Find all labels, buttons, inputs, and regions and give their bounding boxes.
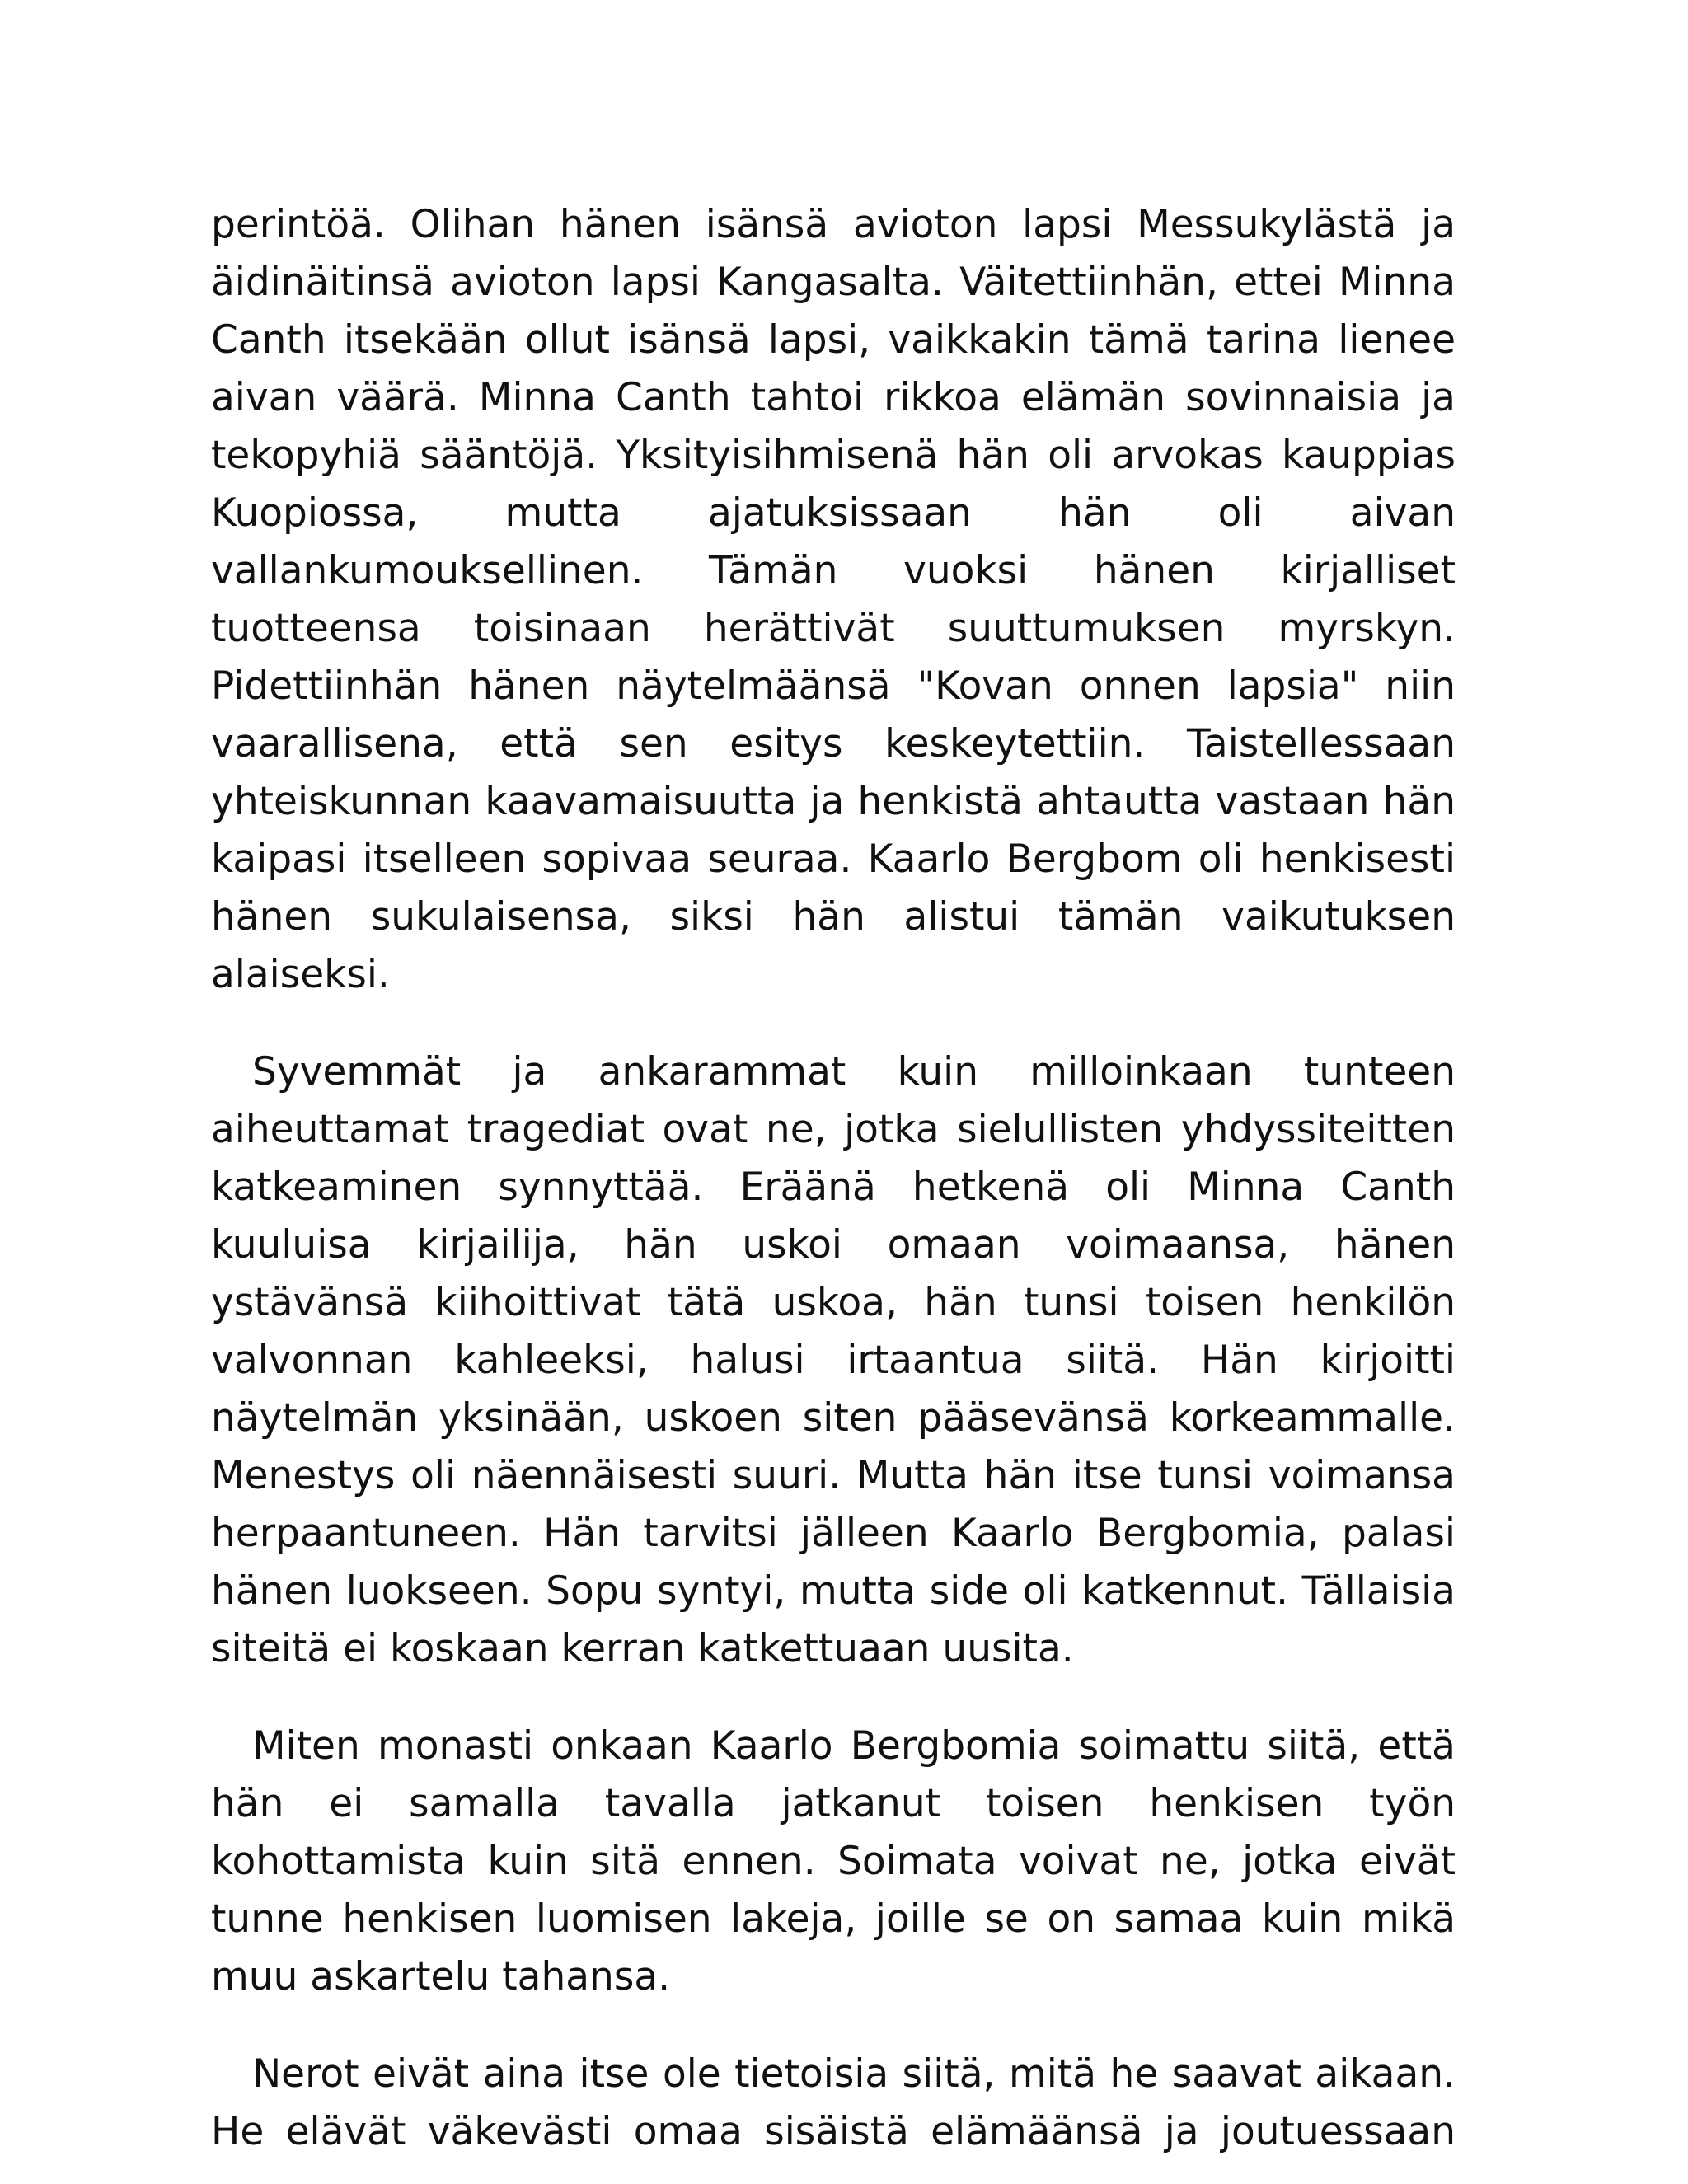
paragraph-4: Nerot eivät aina itse ole tietoisia siitä, mitä he saavat aikaan. He elävät väkevästi omaa sisäistä elämäänsä ja joutuessaan	[211, 2051, 1456, 2154]
paragraph-2: Syvemmät ja ankarammat kuin milloinkaan tunteen aiheuttamat tragediat ovat ne, jotka sielullisten yhdyssiteitten katkeaminen synnyttää. Eräänä hetkenä oli Minna Canth kuuluisa kirjailija, hän uskoi omaan voimaansa, hänen ystävänsä kiihoittivat tätä uskoa, hän tunsi toisen henkilön valvonnan kahleeksi, halusi irtaantua siitä. Hän kirjoitti näytelmän yksinään, uskoen siten pääsevänsä korkeammalle. Menestys oli näennäisesti suuri. Mutta hän itse tunsi voimansa herpaantuneen. Hän tarvitsi jälleen Kaarlo Bergbomia, palasi hänen luokseen. Sopu syntyi, mutta side oli katkennut. Tällaisia siteitä ei koskaan kerran katkettuaan uusita.	[211, 1049, 1456, 1671]
paragraph-1: perintöä. Olihan hänen isänsä avioton lapsi Messukylästä ja äidinäitinsä avioton lapsi Kangasalta. Väitettiinhän, ettei Minna Canth itsekään ollut isänsä lapsi, vaikkakin tämä tarina lienee aivan väärä. Minna Canth tahtoi rikkoa elämän sovinnaisia ja tekopyhiä sääntöjä. Yksityisihmisenä hän oli arvokas kauppias Kuopiossa, mutta ajatuksissaan hän oli aivan vallankumouksellinen. Tämän vuoksi hänen kirjalliset tuotteensa toisinaan herättivät suuttumuksen myrskyn. Pidettiinhän hänen näytelmäänsä "Kovan onnen lapsia" niin vaarallisena, että sen esitys keskeytettiin. Taistellessaan yhteiskunnan kaavamaisuutta ja henkistä ahtautta vastaan hän kaipasi itselleen sopivaa seuraa. Kaarlo Bergbom oli henkisesti hänen sukulaisensa, siksi hän alistui tämän vaikutuksen alaiseksi.	[211, 202, 1456, 997]
paragraph-3: Miten monasti onkaan Kaarlo Bergbomia soimattu siitä, että hän ei samalla tavalla jatkanut toisen henkisen työn kohottamista kuin sitä ennen. Soimata voivat ne, jotka eivät tunne henkisen luomisen lakeja, joille se on samaa kuin mikä muu askartelu tahansa.	[211, 1723, 1456, 1999]
body-text	[211, 196, 1456, 2161]
